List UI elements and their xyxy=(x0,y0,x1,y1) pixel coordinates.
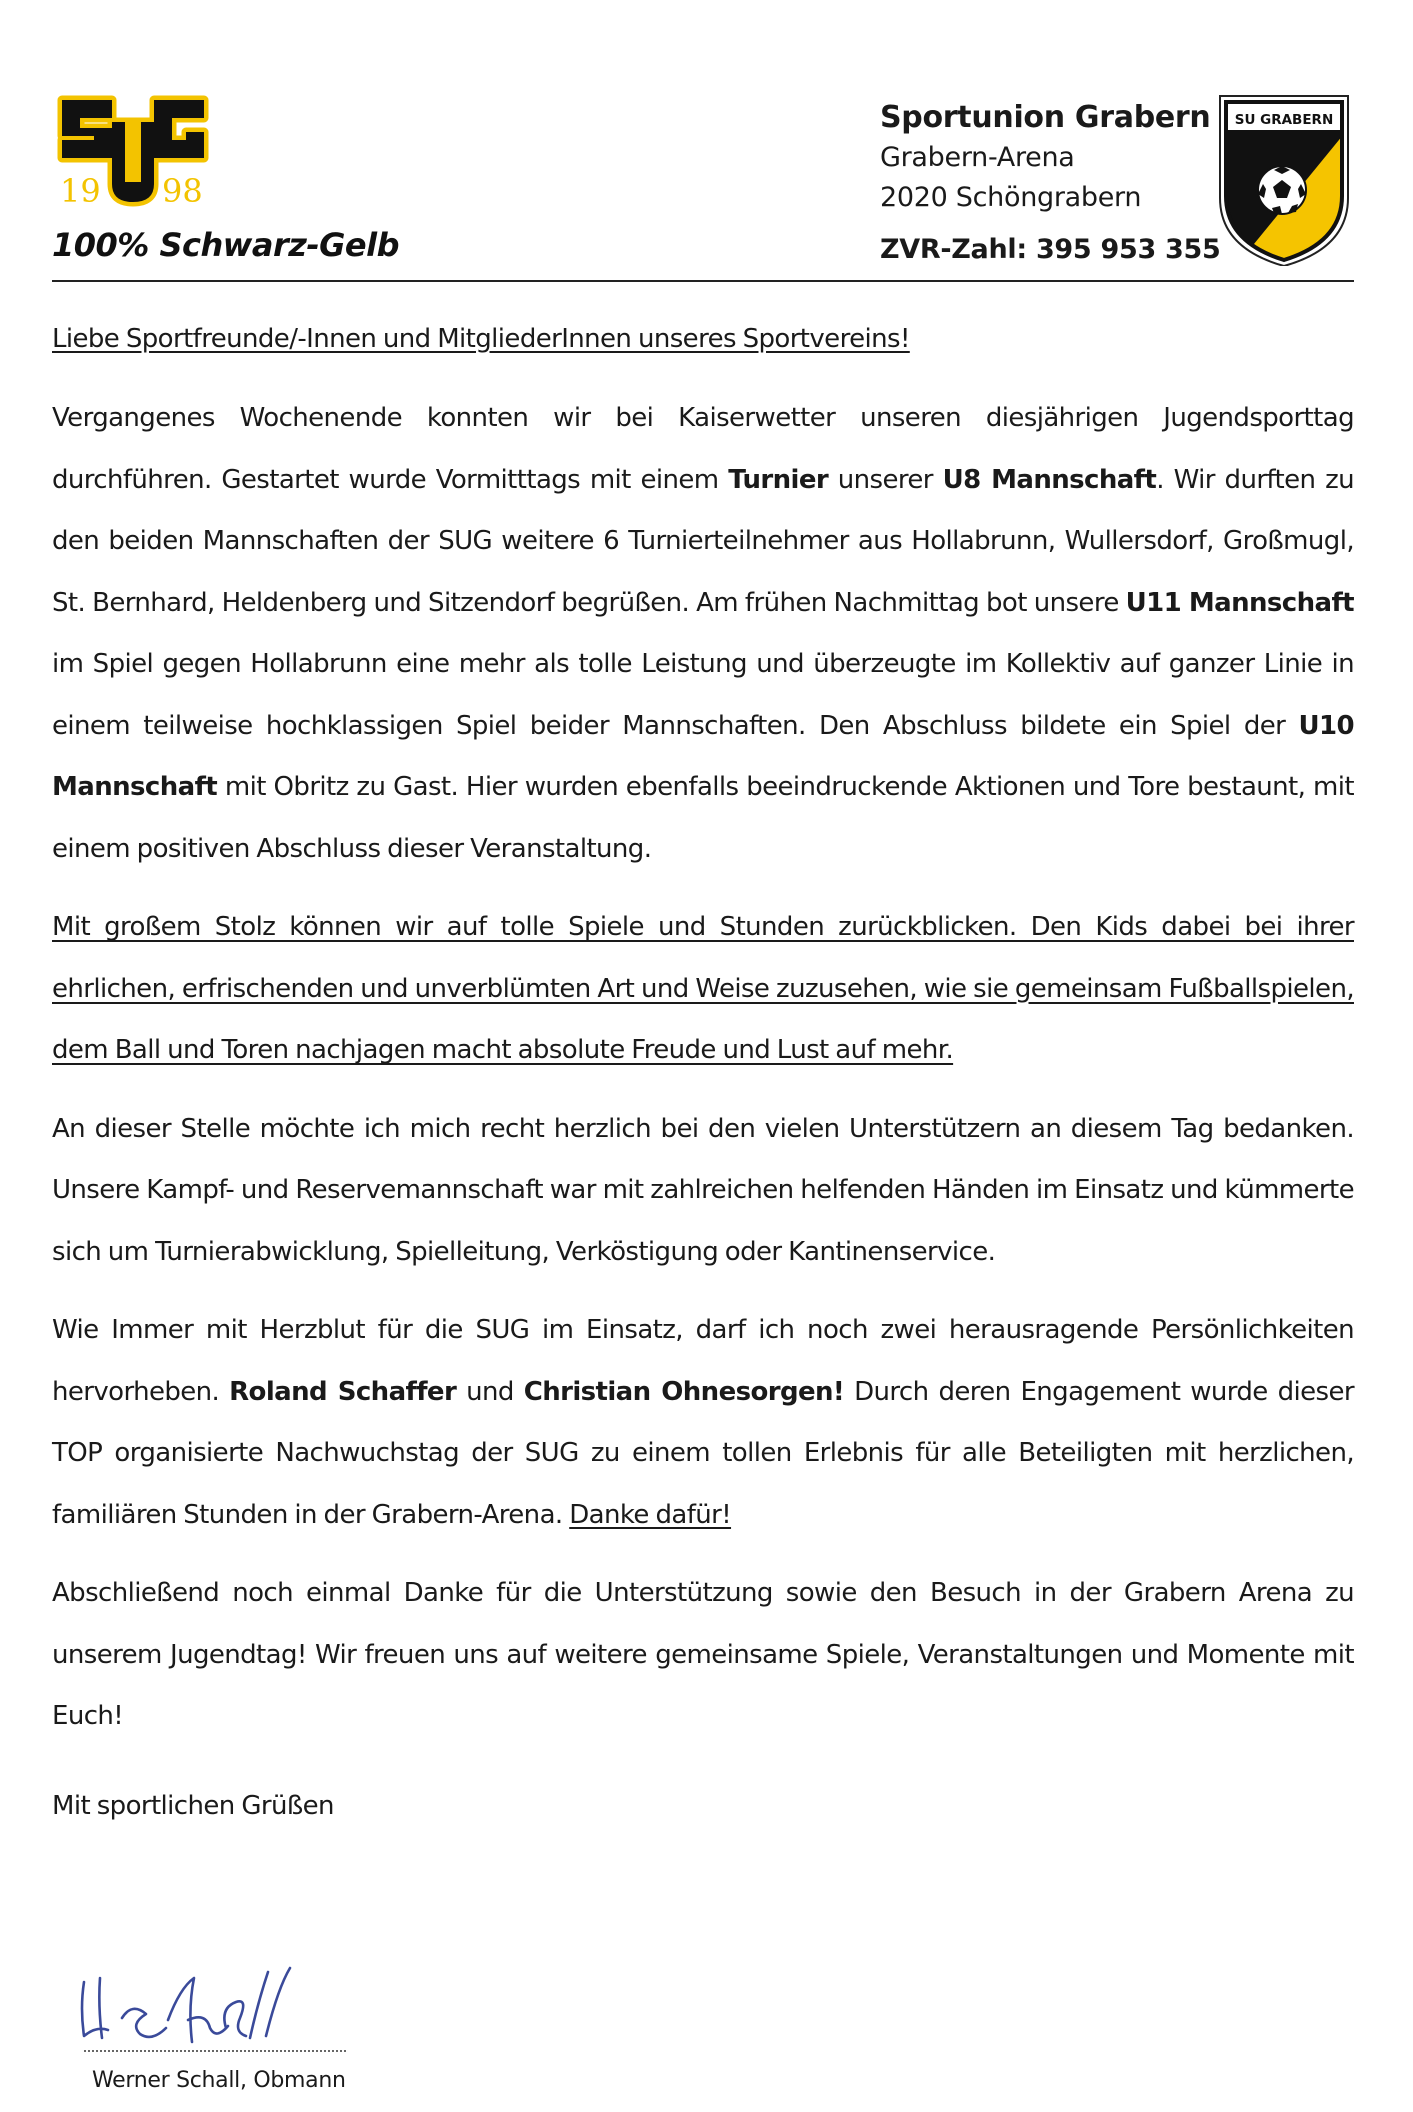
paragraph-stolz: Mit großem Stolz können wir auf tolle Spiele und Stunden zurückblicken. Den Kids dabei bei ihrer ehrlichen, erfrischenden und unverblümten Art und Weise zuzusehen, wie sie gemeinsam Fußballspielen, dem Ball und Toren nachjagen macht absolute Freude und Lust auf mehr. xyxy=(52,912,1354,1065)
signer-name: Werner Schall, Obmann xyxy=(92,2068,346,2093)
logo-year-right: 98 xyxy=(162,172,203,210)
club-address-line2: 2020 Schöngrabern xyxy=(880,182,1142,213)
soccer-ball-icon xyxy=(1258,166,1306,214)
club-slogan: 100% Schwarz-Gelb xyxy=(52,226,399,264)
paragraph-persoenlichkeiten xyxy=(52,1300,1354,1546)
letter-body xyxy=(52,314,1354,1828)
letter-salutation: Liebe Sportfreunde/-Innen und MitgliederInnen unseres Sportvereins! xyxy=(52,324,910,354)
p1-bold-u10: U10 Mannschaft xyxy=(52,710,1354,802)
paragraph-dank-unterstuetzer: An dieser Stelle möchte ich mich recht herzlich bei den vielen Unterstützern an diesem Tag bedanken. Unsere Kampf- und Reservemannschaft war mit zahlreichen helfenden Händen im Einsatz und kümmerte sich um Turnierabwicklung, Spielleitung, Verköstigung oder Kantinenservice. xyxy=(52,1113,1354,1267)
club-zvr-number: ZVR-Zahl: 395 953 355 xyxy=(880,234,1221,265)
letter-closing: Mit sportlichen Grüßen xyxy=(52,1790,334,1821)
p1-bold-turnier: Turnier xyxy=(728,464,829,495)
p1-text-4: im Spiel gegen Hollabrunn eine mehr als tolle Leistung und überzeugte im Kollektiv auf ganzer Linie in einem teilweise hochklassigen Spiel beider Mannschaften. Den Abschluss bildete ein Spiel der xyxy=(52,649,1354,741)
p1-text-3: . Wir durften zu den beiden Mannschaften der SUG weitere 6 Turnierteilnehmer aus Hollabrunn, Wullersdorf, Großmugl, St. Bernhard, Heldenberg und Sitzendorf begrüßen. Am frühen Nachmittag bot unsere xyxy=(52,464,1355,618)
paragraph-abschluss: Abschließend noch einmal Danke für die Unterstützung sowie den Besuch in der Grabern Arena zu unserem Jugendtag! Wir freuen uns auf weitere gemeinsame Spiele, Veranstaltungen und Momente mit Euch! xyxy=(52,1578,1354,1731)
club-crest xyxy=(1216,94,1352,266)
p1-bold-u11: U11 Mannschaft xyxy=(1125,587,1354,618)
club-logo-sug xyxy=(50,92,216,210)
p4-text-2: und xyxy=(456,1376,524,1407)
club-address-line1: Grabern-Arena xyxy=(880,142,1075,173)
p4-underlined-danke: Danke dafür! xyxy=(569,1499,732,1530)
crest-label: SU GRABERN xyxy=(1234,112,1334,128)
p4-bold-roland: Roland Schaffer xyxy=(229,1376,457,1407)
p1-text-1: Vergangenes Wochenende konnten wir bei Kaiserwetter unseren diesjährigen Jugendsporttag durchführen. Gestartet wurde Vormitttags mit einem xyxy=(52,403,1354,495)
paragraph-jugendsporttag xyxy=(52,388,1354,880)
p4-text-1: Wie Immer mit Herzblut für die SUG im Einsatz, darf ich noch zwei herausragende Persönlichkeiten hervorheben. xyxy=(52,1315,1354,1407)
club-address-block xyxy=(880,98,1220,268)
p1-bold-u8: U8 Mannschaft xyxy=(942,464,1157,495)
club-name: Sportunion Grabern xyxy=(880,100,1211,135)
header-divider xyxy=(52,280,1354,282)
signature-dotted-line xyxy=(84,2050,346,2052)
p4-text-3: Durch deren Engagement wurde dieser TOP organisierte Nachwuchstag der SUG zu einem tollen Erlebnis für alle Beteiligten mit herzlichen, familiären Stunden in der Grabern-Arena. xyxy=(52,1376,1354,1530)
p1-text-5: mit Obritz zu Gast. Hier wurden ebenfalls beeindruckende Aktionen und Tore bestaunt, mit einem positiven Abschluss dieser Veranstaltung. xyxy=(52,772,1354,864)
p1-text-2: unserer xyxy=(828,464,943,495)
p4-bold-christian: Christian Ohnesorgen! xyxy=(523,1376,845,1407)
handwritten-signature xyxy=(70,1958,350,2054)
logo-year-left: 19 xyxy=(60,172,101,210)
